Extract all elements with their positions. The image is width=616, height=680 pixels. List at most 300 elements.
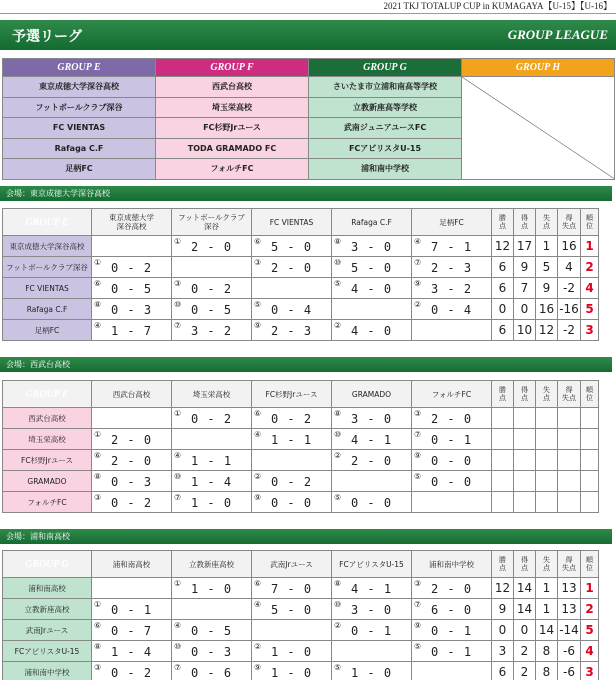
match-number: ② — [414, 300, 422, 309]
match-number: ⑥ — [94, 621, 102, 630]
match-number: ① — [94, 258, 102, 267]
match-score: 1 - 0 — [190, 496, 233, 510]
match-number: ④ — [414, 237, 422, 246]
group-f-header: GROUP F — [156, 59, 309, 77]
stat-value: -6 — [558, 641, 581, 662]
table-row — [3, 471, 599, 492]
overview-team: フォルチFC — [156, 159, 309, 180]
stat-value: 16 — [536, 299, 558, 320]
row-team: 東京成徳大学深谷高校 — [3, 236, 92, 257]
match-result — [92, 450, 172, 471]
match-score: 0 - 2 — [190, 412, 233, 426]
stat-value: 6 — [492, 257, 514, 278]
match-result — [332, 620, 412, 641]
stat-value: 10 — [514, 320, 536, 341]
match-number: ④ — [174, 621, 182, 630]
match-number: ⑦ — [414, 258, 422, 267]
match-result — [172, 578, 252, 599]
stat-value: 0 — [514, 620, 536, 641]
column-team: 浦和南高校 — [92, 551, 172, 578]
stat-value: 9 — [492, 599, 514, 620]
match-number: ⑦ — [174, 663, 182, 672]
stat-value — [514, 429, 536, 450]
match-score: 0 - 5 — [190, 624, 233, 638]
rank-value: 3 — [581, 320, 599, 341]
match-result — [252, 236, 332, 257]
match-result — [332, 578, 412, 599]
overview-team: さいたま市立浦和南高等学校 — [309, 77, 462, 98]
match-score: 2 - 0 — [430, 582, 473, 596]
match-result — [92, 620, 172, 641]
stat-value — [558, 471, 581, 492]
table-row — [3, 450, 599, 471]
match-result — [412, 578, 492, 599]
match-score: 2 - 0 — [190, 240, 233, 254]
match-result — [92, 599, 172, 620]
match-number: ⑥ — [94, 451, 102, 460]
match-result — [412, 599, 492, 620]
stat-value: 8 — [536, 641, 558, 662]
league-table-3 — [2, 550, 599, 680]
match-score: 1 - 7 — [110, 324, 153, 338]
row-team: 埼玉栄高校 — [3, 429, 92, 450]
match-result — [252, 299, 332, 320]
match-number: ④ — [94, 321, 102, 330]
match-number: ⑧ — [94, 642, 102, 651]
match-score: 0 - 3 — [110, 475, 153, 489]
match-score: 0 - 2 — [190, 282, 233, 296]
match-result — [332, 662, 412, 680]
match-number: ⑥ — [94, 279, 102, 288]
match-score: 3 - 2 — [190, 324, 233, 338]
match-number: ① — [174, 237, 182, 246]
match-result — [412, 236, 492, 257]
rank-value — [581, 450, 599, 471]
self-match-cell — [252, 620, 332, 641]
overview-team: TODA GRAMADO FC — [156, 138, 309, 159]
match-number: ⑤ — [334, 663, 342, 672]
match-score: 2 - 3 — [270, 324, 313, 338]
match-result — [332, 278, 412, 299]
match-score: 4 - 0 — [350, 324, 393, 338]
league-table-2 — [2, 380, 599, 513]
match-number: ⑥ — [254, 409, 262, 418]
self-match-cell — [412, 492, 492, 513]
column-team: 武南Jrユース — [252, 551, 332, 578]
table-row — [3, 257, 599, 278]
rank-value: 1 — [581, 236, 599, 257]
match-result — [332, 599, 412, 620]
match-number: ⑤ — [334, 493, 342, 502]
stat-value — [558, 408, 581, 429]
match-number: ② — [254, 642, 262, 651]
match-result — [252, 408, 332, 429]
overview-team: 埼玉栄高校 — [156, 97, 309, 118]
match-score: 0 - 1 — [430, 624, 473, 638]
match-number: ③ — [414, 409, 422, 418]
match-result — [172, 620, 252, 641]
match-number: ② — [254, 472, 262, 481]
stat-header: 失 点 — [536, 209, 558, 236]
match-score: 1 - 4 — [110, 645, 153, 659]
match-result — [412, 408, 492, 429]
match-number: ⑨ — [254, 493, 262, 502]
match-number: ⑧ — [94, 300, 102, 309]
rank-value — [581, 429, 599, 450]
match-score: 0 - 1 — [110, 603, 153, 617]
match-result — [332, 450, 412, 471]
match-score: 2 - 0 — [270, 261, 313, 275]
rank-value: 2 — [581, 257, 599, 278]
match-result — [172, 450, 252, 471]
overview-team: FCアビリスタU-15 — [309, 138, 462, 159]
match-score: 3 - 0 — [350, 412, 393, 426]
table-row — [3, 429, 599, 450]
match-result — [92, 278, 172, 299]
match-score: 2 - 0 — [110, 433, 153, 447]
match-result — [412, 429, 492, 450]
self-match-cell — [92, 578, 172, 599]
match-result — [172, 299, 252, 320]
column-team: 浦和南中学校 — [412, 551, 492, 578]
match-result — [412, 620, 492, 641]
match-result — [172, 492, 252, 513]
row-team: フットボールクラブ深谷 — [3, 257, 92, 278]
match-number: ⑩ — [334, 258, 342, 267]
match-score: 0 - 0 — [430, 454, 473, 468]
group-g-header: GROUP G — [309, 59, 462, 77]
match-result — [92, 492, 172, 513]
stat-value — [558, 429, 581, 450]
stat-value: -2 — [558, 320, 581, 341]
match-number: ⑧ — [94, 472, 102, 481]
row-team: 西武台高校 — [3, 408, 92, 429]
match-score: 3 - 0 — [350, 603, 393, 617]
overview-team: フットボールクラブ深谷 — [3, 97, 156, 118]
table-row — [3, 578, 599, 599]
column-team: FCアビリスタU-15 — [332, 551, 412, 578]
stat-value: 1 — [536, 599, 558, 620]
rank-value — [581, 492, 599, 513]
stat-value: -14 — [558, 620, 581, 641]
match-result — [92, 662, 172, 680]
match-score: 0 - 3 — [190, 645, 233, 659]
row-team: FCアビリスタU-15 — [3, 641, 92, 662]
stat-value — [536, 429, 558, 450]
row-team: 浦和南中学校 — [3, 662, 92, 680]
match-result — [252, 662, 332, 680]
column-team: フットボールクラブ 深谷 — [172, 209, 252, 236]
self-match-cell — [172, 599, 252, 620]
stat-value: -6 — [558, 662, 581, 680]
stat-header: 順 位 — [581, 381, 599, 408]
stat-value: 0 — [514, 299, 536, 320]
row-team: フォルチFC — [3, 492, 92, 513]
match-score: 0 - 5 — [190, 303, 233, 317]
table-row — [3, 320, 599, 341]
match-score: 5 - 0 — [270, 240, 313, 254]
stat-value: 17 — [514, 236, 536, 257]
match-result — [252, 641, 332, 662]
column-team: 足柄FC — [412, 209, 492, 236]
row-team: 立教新座高校 — [3, 599, 92, 620]
stat-value: 2 — [514, 641, 536, 662]
group-h-empty — [462, 77, 615, 180]
overview-team: Rafaga C.F — [3, 138, 156, 159]
venue-bar: 会場：浦和南高校 — [0, 529, 612, 544]
match-score: 0 - 1 — [430, 645, 473, 659]
self-match-cell — [92, 408, 172, 429]
rank-value: 4 — [581, 278, 599, 299]
stat-value: 13 — [558, 599, 581, 620]
match-number: ① — [174, 409, 182, 418]
group-league-banner — [0, 20, 616, 50]
match-result — [92, 299, 172, 320]
table-row — [3, 662, 599, 680]
stat-value: 6 — [492, 320, 514, 341]
match-score: 1 - 0 — [270, 645, 313, 659]
stat-header: 得 失点 — [558, 209, 581, 236]
match-score: 2 - 0 — [110, 454, 153, 468]
stat-header: 順 位 — [581, 551, 599, 578]
stat-value: -16 — [558, 299, 581, 320]
match-number: ④ — [254, 600, 262, 609]
match-number: ② — [334, 621, 342, 630]
stat-value: 2 — [514, 662, 536, 680]
match-number: ⑨ — [254, 321, 262, 330]
group-label: GROUP E — [3, 209, 92, 236]
match-result — [332, 257, 412, 278]
match-number: ⑤ — [334, 279, 342, 288]
stat-header: 勝 点 — [492, 381, 514, 408]
rank-value: 2 — [581, 599, 599, 620]
match-result — [412, 471, 492, 492]
stat-value: 6 — [492, 662, 514, 680]
table-row — [3, 641, 599, 662]
table-row — [3, 599, 599, 620]
match-number: ① — [174, 579, 182, 588]
row-team: FC杉野Jrユース — [3, 450, 92, 471]
match-score: 1 - 1 — [270, 433, 313, 447]
rank-value: 1 — [581, 578, 599, 599]
stat-value: 9 — [536, 278, 558, 299]
row-team: GRAMADO — [3, 471, 92, 492]
stat-value — [514, 408, 536, 429]
match-number: ⑤ — [254, 300, 262, 309]
match-number: ⑩ — [334, 600, 342, 609]
match-score: 0 - 2 — [270, 475, 313, 489]
table-row — [3, 492, 599, 513]
self-match-cell — [172, 429, 252, 450]
match-number: ③ — [254, 258, 262, 267]
stat-value: 13 — [558, 578, 581, 599]
match-number: ⑤ — [414, 642, 422, 651]
match-result — [252, 257, 332, 278]
stat-value: 9 — [514, 257, 536, 278]
match-result — [252, 471, 332, 492]
group-h-header: GROUP H — [462, 59, 615, 77]
stat-value — [558, 492, 581, 513]
match-score: 0 - 0 — [350, 496, 393, 510]
stat-header: 得 点 — [514, 381, 536, 408]
rank-value — [581, 471, 599, 492]
column-team: 西武台高校 — [92, 381, 172, 408]
stat-value — [492, 492, 514, 513]
match-result — [332, 408, 412, 429]
match-score: 3 - 0 — [350, 240, 393, 254]
match-score: 0 - 2 — [110, 261, 153, 275]
stat-header: 得 点 — [514, 209, 536, 236]
match-number: ⑨ — [414, 279, 422, 288]
match-result — [332, 429, 412, 450]
rank-value: 3 — [581, 662, 599, 680]
row-team: 足柄FC — [3, 320, 92, 341]
match-score: 0 - 3 — [110, 303, 153, 317]
stat-value: 6 — [492, 278, 514, 299]
stat-value — [492, 450, 514, 471]
row-team: 武南Jrユース — [3, 620, 92, 641]
self-match-cell — [332, 641, 412, 662]
match-score: 5 - 0 — [350, 261, 393, 275]
match-result — [332, 236, 412, 257]
stat-header: 失 点 — [536, 381, 558, 408]
rank-value: 5 — [581, 299, 599, 320]
match-number: ⑧ — [334, 409, 342, 418]
stat-value: 12 — [492, 236, 514, 257]
column-team: 埼玉栄高校 — [172, 381, 252, 408]
match-result — [172, 320, 252, 341]
match-result — [92, 471, 172, 492]
league-table-1 — [2, 208, 599, 341]
table-row — [3, 620, 599, 641]
match-result — [252, 578, 332, 599]
match-score: 3 - 2 — [430, 282, 473, 296]
stat-value: 1 — [536, 578, 558, 599]
match-number: ⑧ — [334, 579, 342, 588]
match-number: ① — [94, 430, 102, 439]
stat-value: 16 — [558, 236, 581, 257]
group-label: GROUP F — [3, 381, 92, 408]
overview-team: FC VIENTAS — [3, 118, 156, 139]
stat-value — [536, 492, 558, 513]
row-team: 浦和南高校 — [3, 578, 92, 599]
stat-value — [536, 471, 558, 492]
stat-value: 5 — [536, 257, 558, 278]
group-e-header: GROUP E — [3, 59, 156, 77]
overview-team: 武南ジュニアユースFC — [309, 118, 462, 139]
group-label: GROUP G — [3, 551, 92, 578]
stat-value: 0 — [492, 299, 514, 320]
stat-header: 得 点 — [514, 551, 536, 578]
match-result — [92, 257, 172, 278]
match-result — [412, 450, 492, 471]
match-number: ⑧ — [334, 237, 342, 246]
match-score: 0 - 7 — [110, 624, 153, 638]
match-result — [172, 662, 252, 680]
rank-value: 4 — [581, 641, 599, 662]
stat-value — [492, 429, 514, 450]
stat-value: 14 — [514, 599, 536, 620]
match-score: 5 - 0 — [270, 603, 313, 617]
column-team: FC杉野Jrユース — [252, 381, 332, 408]
match-number: ④ — [254, 430, 262, 439]
rank-value — [581, 408, 599, 429]
match-number: ⑨ — [414, 621, 422, 630]
match-score: 0 - 5 — [110, 282, 153, 296]
overview-team: 立教新座高等学校 — [309, 97, 462, 118]
match-result — [412, 299, 492, 320]
stat-value: 3 — [492, 641, 514, 662]
stat-value — [514, 471, 536, 492]
match-number: ⑦ — [414, 600, 422, 609]
match-number: ⑤ — [414, 472, 422, 481]
match-number: ③ — [94, 663, 102, 672]
stat-value — [492, 471, 514, 492]
match-score: 2 - 3 — [430, 261, 473, 275]
match-score: 1 - 0 — [350, 666, 393, 680]
self-match-cell — [172, 257, 252, 278]
stat-value: 12 — [492, 578, 514, 599]
match-number: ⑦ — [174, 321, 182, 330]
match-number: ③ — [94, 493, 102, 502]
match-score: 2 - 0 — [430, 412, 473, 426]
match-score: 4 - 1 — [350, 433, 393, 447]
match-result — [332, 320, 412, 341]
stat-value: 14 — [514, 578, 536, 599]
rank-value: 5 — [581, 620, 599, 641]
match-score: 1 - 1 — [190, 454, 233, 468]
banner-title: 予選リーグ — [12, 29, 82, 45]
match-score: 1 - 0 — [270, 666, 313, 680]
match-result — [252, 492, 332, 513]
stat-header: 勝 点 — [492, 209, 514, 236]
match-number: ② — [334, 321, 342, 330]
match-score: 0 - 1 — [350, 624, 393, 638]
group-overview-table — [2, 58, 615, 180]
self-match-cell — [412, 320, 492, 341]
match-number: ⑨ — [414, 451, 422, 460]
table-row — [3, 299, 599, 320]
match-number: ① — [94, 600, 102, 609]
match-score: 0 - 4 — [270, 303, 313, 317]
row-team: FC VIENTAS — [3, 278, 92, 299]
match-number: ⑥ — [254, 579, 262, 588]
match-result — [172, 236, 252, 257]
self-match-cell — [332, 299, 412, 320]
match-result — [92, 429, 172, 450]
match-result — [412, 278, 492, 299]
match-number: ⑦ — [174, 493, 182, 502]
match-score: 0 - 0 — [430, 475, 473, 489]
tournament-header: 2021 TKJ TOTALUP CUP in KUMAGAYA【U-15】【U-16】 — [0, 0, 616, 14]
self-match-cell — [252, 278, 332, 299]
self-match-cell — [252, 450, 332, 471]
match-score: 7 - 1 — [430, 240, 473, 254]
table-row — [3, 278, 599, 299]
match-score: 1 - 4 — [190, 475, 233, 489]
table-row — [3, 408, 599, 429]
match-score: 6 - 0 — [430, 603, 473, 617]
match-result — [252, 320, 332, 341]
column-team: 東京成徳大学 深谷高校 — [92, 209, 172, 236]
match-number: ⑩ — [174, 300, 182, 309]
match-result — [92, 641, 172, 662]
column-team: 立教新座高校 — [172, 551, 252, 578]
match-score: 2 - 0 — [350, 454, 393, 468]
match-number: ⑥ — [254, 237, 262, 246]
venue-bar: 会場：西武台高校 — [0, 357, 612, 372]
stat-value: 12 — [536, 320, 558, 341]
